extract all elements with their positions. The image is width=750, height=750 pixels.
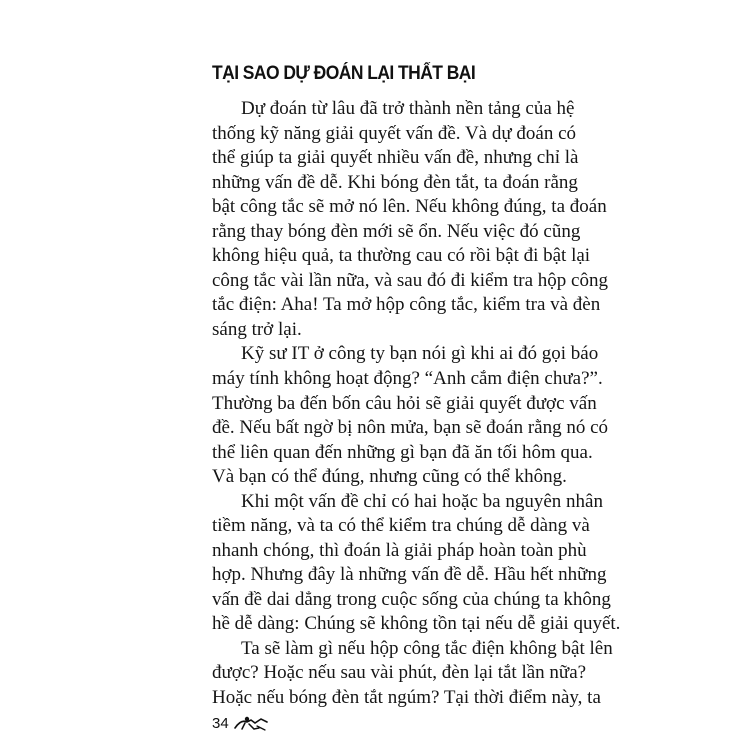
text-line: thể liên quan đến những gì bạn đã ăn tối hôm qua. xyxy=(212,442,593,463)
text-line: công tắc vài lần nữa, và sau đó đi kiểm tra hộp công xyxy=(212,270,608,291)
text-line: nhanh chóng, thì đoán là giải pháp hoàn toàn phù xyxy=(212,540,587,561)
page-number: 34 xyxy=(212,714,229,732)
chapter-heading: TẠI SAO DỰ ĐOÁN LẠI THẤT BẠI xyxy=(212,63,476,84)
text-line: những vấn đề dễ. Khi bóng đèn tắt, ta đoán rằng xyxy=(212,172,578,193)
text-line: tắc điện: Aha! Ta mở hộp công tắc, kiểm tra và đèn xyxy=(212,294,601,315)
text-line: không hiệu quả, ta thường cau có rồi bật đi bật lại xyxy=(212,245,591,266)
text-line: Ta sẽ làm gì nếu hộp công tắc điện không bật lên xyxy=(241,638,613,659)
text-line: Kỹ sư IT ở công ty bạn nói gì khi ai đó gọi báo xyxy=(241,343,599,364)
text-line: tiềm năng, và ta có thể kiểm tra chúng dễ dàng và xyxy=(212,515,590,536)
text-line: sáng trở lại. xyxy=(212,319,302,340)
text-line: đề. Nếu bất ngờ bị nôn mửa, bạn sẽ đoán rằng nó có xyxy=(212,417,609,438)
text-line: thể giúp ta giải quyết nhiều vấn đề, nhưng chỉ là xyxy=(212,147,579,168)
text-line: vấn đề dai dẳng trong cuộc sống của chúng ta không xyxy=(212,589,611,610)
text-line: hợp. Nhưng đây là những vấn đề dễ. Hầu hết những xyxy=(212,564,607,585)
text-line: Và bạn có thể đúng, nhưng cũng có thể không. xyxy=(212,466,567,487)
text-line: được? Hoặc nếu sau vài phút, đèn lại tắt lần nữa? xyxy=(212,662,587,683)
text-line: rằng thay bóng đèn mới sẽ ổn. Nếu việc đó cũng xyxy=(212,221,581,242)
leaping-figure-icon xyxy=(233,714,269,732)
text-line: Khi một vấn đề chỉ có hai hoặc ba nguyên nhân xyxy=(241,491,603,512)
text-line: bật công tắc sẽ mở nó lên. Nếu không đúng, ta đoán xyxy=(212,196,607,217)
text-line: Thường ba đến bốn câu hỏi sẽ giải quyết được vấn xyxy=(212,393,597,414)
text-line: hề dễ dàng: Chúng sẽ không tồn tại nếu dễ giải quyết. xyxy=(212,613,621,634)
text-line: máy tính không hoạt động? “Anh cắm điện chưa?”. xyxy=(212,368,603,389)
text-line: Hoặc nếu bóng đèn tắt ngúm? Tại thời điểm này, ta xyxy=(212,687,601,708)
text-line: Dự đoán từ lâu đã trở thành nền tảng của hệ xyxy=(241,98,575,119)
page-footer xyxy=(212,712,269,734)
text-line: thống kỹ năng giải quyết vấn đề. Và dự đoán có xyxy=(212,123,577,144)
